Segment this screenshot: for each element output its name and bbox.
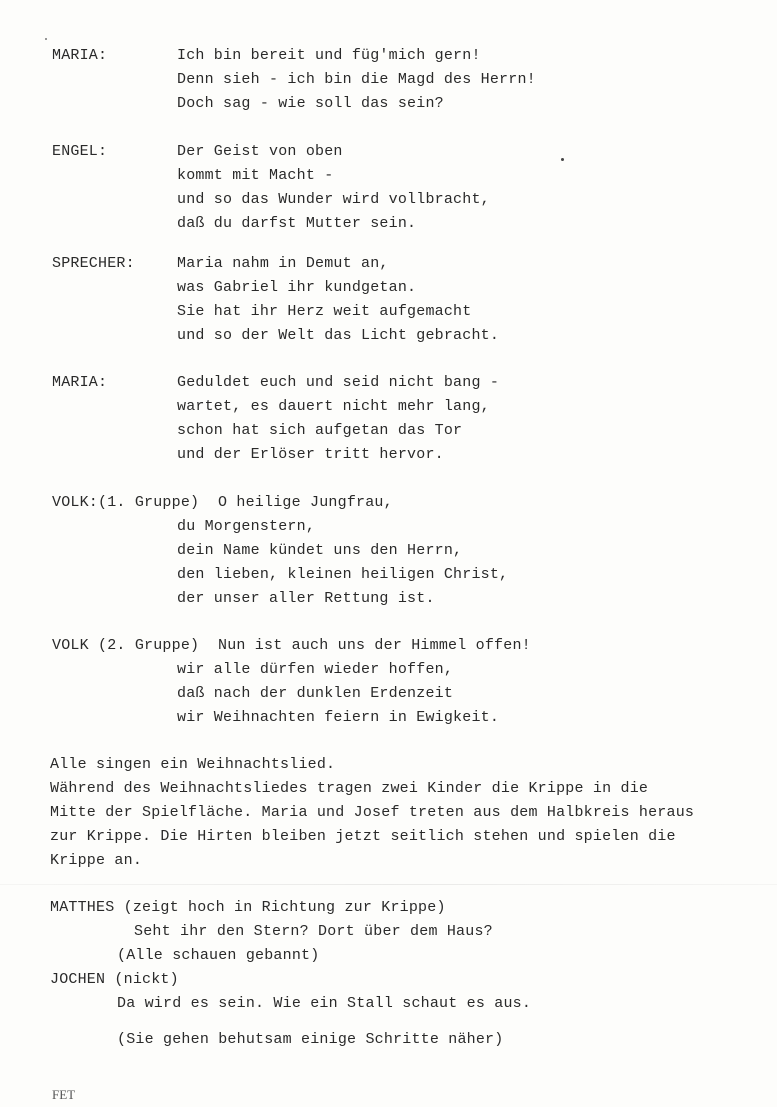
dialogue-line: kommt mit Macht - (177, 167, 334, 184)
dialogue-line: daß nach der dunklen Erdenzeit (177, 685, 454, 702)
page-footer-mark: FET (52, 1087, 76, 1102)
dialogue-line: den lieben, kleinen heiligen Christ, (177, 566, 509, 583)
stage-direction-line: Alle singen ein Weihnachtslied. (50, 756, 336, 773)
dialogue-line: du Morgenstern, (177, 518, 316, 535)
stage-direction-line: zur Krippe. Die Hirten bleiben jetzt seitlich stehen und spielen die (50, 828, 676, 845)
dialogue-line: Ich bin bereit und füg'mich gern! (177, 47, 481, 64)
dialogue-line: wartet, es dauert nicht mehr lang, (177, 398, 490, 415)
speaker-label: MARIA: (52, 374, 108, 391)
dialogue-line: und so der Welt das Licht gebracht. (177, 327, 500, 344)
dialogue-line: Sie hat ihr Herz weit aufgemacht (177, 303, 472, 320)
dialogue-line: wir Weihnachten feiern in Ewigkeit. (177, 709, 500, 726)
speaker-cue: MATTHES (zeigt hoch in Richtung zur Krippe) (50, 899, 446, 916)
dialogue-line: Der Geist von oben (177, 143, 343, 160)
speaker-label: MARIA: (52, 47, 108, 64)
paper-speck (45, 38, 47, 40)
speaker-cue: JOCHEN (nickt) (50, 971, 179, 988)
dialogue-line: O heilige Jungfrau, (218, 494, 393, 511)
paper-speck (561, 158, 564, 161)
paper-fold (0, 884, 777, 885)
dialogue-line: dein Name kündet uns den Herrn, (177, 542, 463, 559)
dialogue-line: Geduldet euch und seid nicht bang - (177, 374, 500, 391)
speaker-label: ENGEL: (52, 143, 108, 160)
speaker-label: VOLK:(1. Gruppe) (52, 494, 200, 511)
stage-direction-line: Während des Weihnachtsliedes tragen zwei Kinder die Krippe in die (50, 780, 649, 797)
dialogue-line: und der Erlöser tritt hervor. (177, 446, 444, 463)
dialogue-line: Maria nahm in Demut an, (177, 255, 389, 272)
dialogue-line: Nun ist auch uns der Himmel offen! (218, 637, 531, 654)
stage-direction-line: (Alle schauen gebannt) (117, 947, 320, 964)
dialogue-line: daß du darfst Mutter sein. (177, 215, 417, 232)
stage-direction-line: Krippe an. (50, 852, 143, 869)
speaker-label: SPRECHER: (52, 255, 135, 272)
dialogue-line: Da wird es sein. Wie ein Stall schaut es aus. (117, 995, 532, 1012)
dialogue-line: schon hat sich aufgetan das Tor (177, 422, 463, 439)
stage-direction-line: Mitte der Spielfläche. Maria und Josef treten aus dem Halbkreis heraus (50, 804, 695, 821)
dialogue-line: Denn sieh - ich bin die Magd des Herrn! (177, 71, 536, 88)
dialogue-line: der unser aller Rettung ist. (177, 590, 435, 607)
dialogue-line: Doch sag - wie soll das sein? (177, 95, 444, 112)
dialogue-line: Seht ihr den Stern? Dort über dem Haus? (134, 923, 493, 940)
dialogue-line: was Gabriel ihr kundgetan. (177, 279, 417, 296)
stage-direction-line: (Sie gehen behutsam einige Schritte näher) (117, 1031, 504, 1048)
speaker-label: VOLK (2. Gruppe) (52, 637, 200, 654)
dialogue-line: und so das Wunder wird vollbracht, (177, 191, 490, 208)
dialogue-line: wir alle dürfen wieder hoffen, (177, 661, 454, 678)
